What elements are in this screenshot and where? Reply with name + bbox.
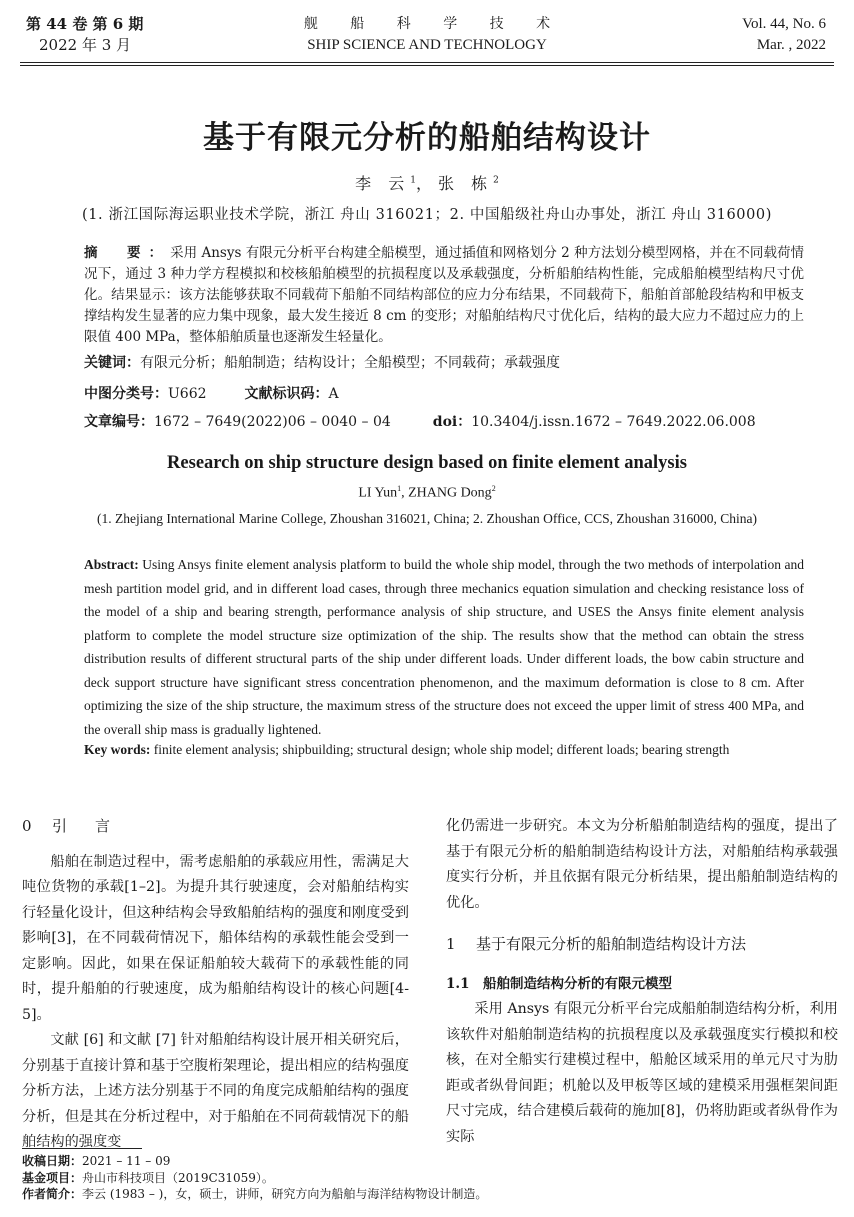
fund-text: 舟山市科技项目（2019C31059）。 [82,1170,274,1185]
fund-label: 基金项目： [22,1170,83,1185]
doc-code-value: A [328,386,339,402]
section-0-title: 引言 [52,817,139,835]
volume-en: Vol. 44, No. 6 [742,16,826,32]
authors-en [0,484,854,502]
author-sep-cn: ， [415,174,438,193]
footnotes [22,1153,487,1203]
date-cn: 2022 年 3 月 [39,36,132,54]
footnote-received [22,1153,487,1170]
section-1-heading [446,932,838,958]
left-column [22,814,409,1156]
article-number-value: 1672 – 7649(2022)06 – 0040 – 04 [154,414,391,430]
article-number-line [84,411,756,431]
section-1-title: 基于有限元分析的船舶制造结构设计方法 [476,935,747,953]
journal-name-cn: 舰 船 科 学 技 术 [303,16,565,32]
abstract-cn-text: 采用 Ansys 有限元分析平台构建全船模型，通过插值和网格划分 2 种方法划分模型网格，并在不同载荷情况下，通过 3 种力学方程模拟和校核船舶模型的抗损程度以及承载强度，分析船舶结构性能，完成船舶模型结构尺寸优化。结果显示：该方法能够获取不同载荷下船舶不同结构部位的应力分布结果，不同载荷下，船舶首部舱段结构和甲板支撑结构发生显著的应力集中现象，最大发生接近 8 cm 的变形；对船舶结构尺寸优化后，结构的最大应力不超过应力的上限值 400 MPa，整体船舶质量也逐渐发生轻量化。 [84,245,804,345]
footnote-author [22,1186,487,1203]
header-rule [20,62,834,63]
footnote-rule [22,1148,142,1149]
author-1-cn: 李 云 [355,174,411,193]
header-volume-en [742,14,826,56]
author-bio-label: 作者简介： [22,1187,83,1201]
method-paragraph-1: 采用 Ansys 有限元分析平台完成船舶制造结构分析，利用该软件对船舶制造结构的抗损程度以及承载强度实行模拟和校核，在对全船实行建模过程中，船舱区域采用的单元尺寸为肋距或者纵骨间距；机舱以及甲板等区域的建模采用强框架间距尺寸完成，结合建模后载荷的施加[8]，仍将肋距或者纵骨作为实际 [446,1001,838,1145]
right-column [446,814,838,1150]
author-sep-en: , [401,485,409,501]
affiliation-cn: (1. 浙江国际海运职业技术学院，浙江 舟山 316021；2. 中国船级社舟山办事处，浙江 舟山 316000) [81,207,773,223]
author-2-en: ZHANG Dong [408,485,492,501]
abstract-cn [84,243,804,348]
received-label: 收稿日期： [22,1154,83,1168]
keywords-en-label: Key words: [84,742,151,757]
section-0-number: 0 [22,817,32,835]
doi-value: 10.3404/j.issn.1672 – 7649.2022.06.008 [471,414,756,430]
authors-cn [0,171,854,194]
author-2-en-sup: 2 [491,484,496,493]
paper-title-cn: 基于有限元分析的船舶结构设计 [203,120,651,156]
keywords-cn [84,352,560,372]
keywords-en-text: finite element analysis; shipbuilding; structural design; whole ship model; different loads; bearing strength [150,742,730,757]
abstract-en-text: Using Ansys finite element analysis platform to build the whole ship model, through the two methods of interpolation and mesh partition model grid, and in different load cases, through three mechanics equation simulation and checking resistance loss of the model of a ship and bearing strength, performance analysis of ship structure, and USES the Ansys finite element analysis platform to complete the model structure size optimization of the ship. The results show that the method can obtain the stress distribution results of different structural parts of the ship under different loads. Under different loads, the bow cabin structure and deck support structure have significant stress concentration phenomenon, and the maximum deformation is close to 8 cm. After optimizing the size of the ship structure, the maximum stress of the structure does not exceed the upper limit of stress 400 MPa, and the overall ship mass is gradually lightened. [84,557,804,737]
section-0-heading [22,814,409,840]
keywords-cn-label: 关键词： [84,355,140,371]
footnote-fund [22,1170,487,1187]
received-date: 2021 – 11 – 09 [82,1154,171,1168]
paper-title-en: Research on ship structure design based on finite element analysis [167,453,687,473]
abstract-en [84,553,804,741]
author-2-cn: 张 栋 [438,174,494,193]
author-bio-text: 李云 (1983 – )，女，硕士，讲师，研究方向为船舶与海洋结构物设计制造。 [82,1187,488,1201]
doc-code-label: 文献标识码： [244,386,329,402]
author-1-cn-sup: 1 [410,175,416,186]
intro-paragraph-3: 化仍需进一步研究。本文为分析船舶制造结构的强度，提出了基于有限元分析的船舶制造结构设计方法，对船舶结构承载强度实行分析，并且依据有限元分析结果，提出船舶制造结构的优化。 [446,818,838,911]
intro-paragraph-2: 文献 [6] 和文献 [7] 针对船舶结构设计展开相关研究后，分别基于直接计算和基于空腹桁架理论，提出相应的结构强度分析方法，上述方法分别基于不同的角度完成船舶结构的强度分析，但是其在分析过程中，对于船舶在不同荷载情况下的船舶结构的强度变 [22,1032,409,1150]
classification-line [84,383,339,403]
cls-label: 中图分类号： [84,386,168,402]
intro-paragraph-1: 船舶在制造过程中，需考虑船舶的承载应用性，需满足大吨位货物的承载[1–2]。为提升其行驶速度，会对船舶结构实行轻量化设计，但这种结构会导致船舶结构的强度和刚度受到影响[3]，在不同载荷情况下，船体结构的承载性能会受到一定影响。因此，如果在保证船舶较大载荷下的承载性能的同时，提升船舶的行驶速度，成为船舶结构设计的核心问题[4-5]。 [22,853,409,1023]
subsection-1-1-heading: 1.1 船舶制造结构分析的有限元模型 [446,975,672,992]
journal-name-en: SHIP SCIENCE AND TECHNOLOGY [307,37,547,53]
date-en: Mar. , 2022 [756,37,826,53]
author-1-en: LI Yun [358,485,398,501]
volume-cn: 第 44 卷 第 6 期 [26,15,144,33]
abstract-cn-label: 摘 要： [84,245,171,261]
keywords-en [22,738,804,762]
author-2-cn-sup: 2 [493,175,499,186]
header-rule-2 [20,65,834,66]
section-1-number: 1 [446,935,456,953]
article-number-label: 文章编号： [84,414,154,430]
abstract-en-label: Abstract: [84,557,139,572]
affiliation-en: (1. Zhejiang International Marine College, Zhoushan 316021, China; 2. Zhoushan Office, CCS, Zhoushan 316000, China) [96,511,757,526]
doi-label: doi： [432,414,472,430]
author-1-en-sup: 1 [397,484,402,493]
header-journal [0,14,854,56]
cls-value: U662 [168,386,207,402]
keywords-cn-text: 有限元分析；船舶制造；结构设计；全船模型；不同载荷；承载强度 [140,355,560,371]
